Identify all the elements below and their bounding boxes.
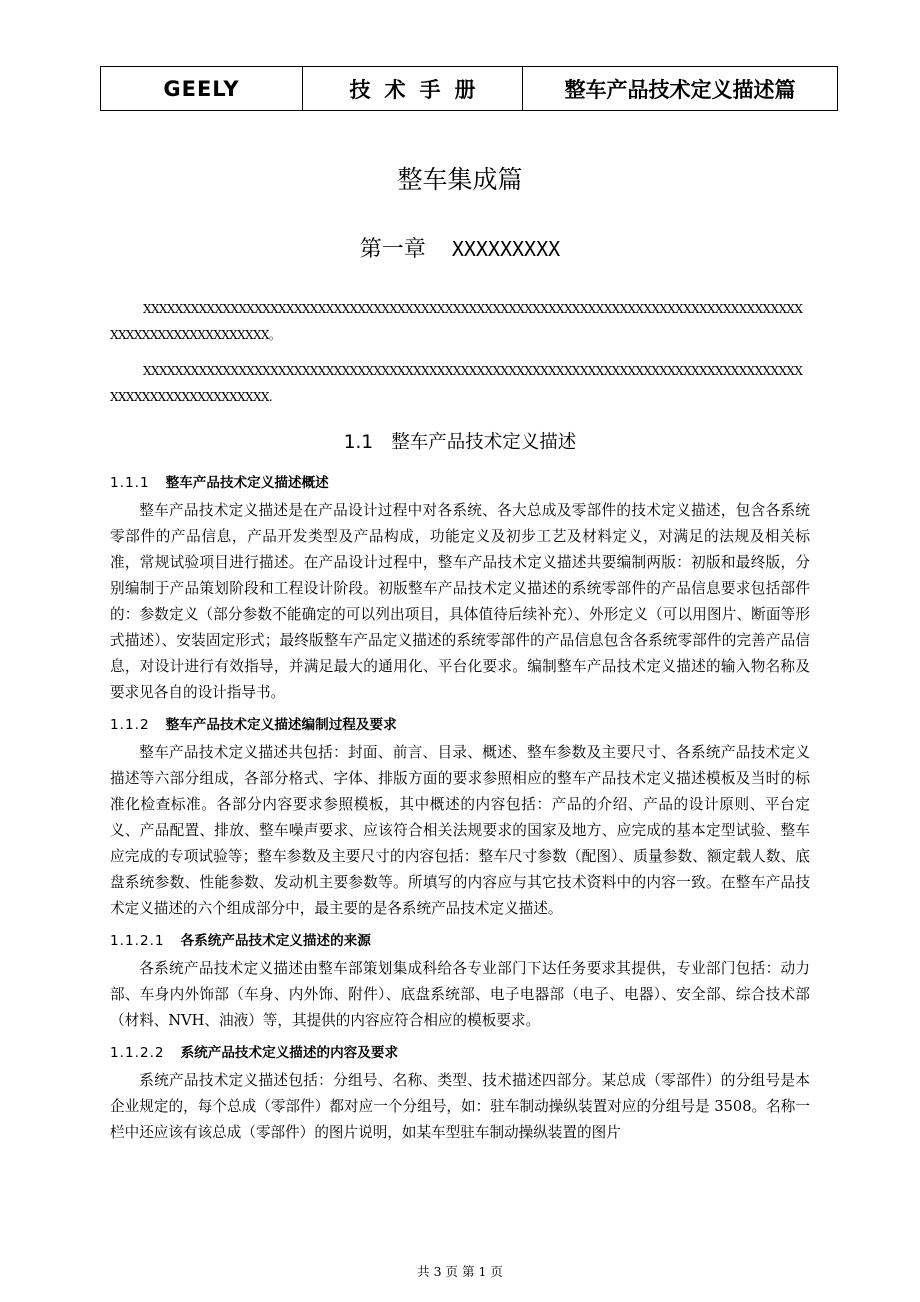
subsection-title: 系统产品技术定义描述的内容及要求 <box>180 1045 399 1061</box>
chapter-label: 第一章 <box>359 237 426 262</box>
subsection-number: 1.1.2.1 <box>110 933 165 949</box>
subsection-heading <box>110 714 810 736</box>
page-title: 整车集成篇 <box>397 165 523 194</box>
subsection-heading <box>110 472 810 494</box>
subsection-title: 各系统产品技术定义描述的来源 <box>180 933 371 949</box>
subsection-paragraph: 各系统产品技术定义描述由整车部策划集成科给各专业部门下达任务要求其提供，专业部门包括：动力部、车身内外饰部（车身、内外饰、附件）、底盘系统部、电子电器部（电子、电器）、安全部、综合技术部（材料、NVH、油液）等，其提供的内容应符合相应的模板要求。 <box>110 960 810 1029</box>
subsection-title: 整车产品技术定义描述概述 <box>165 475 329 491</box>
subsection-heading <box>110 1042 810 1064</box>
document-title: 整车产品技术定义描述篇 <box>523 67 838 111</box>
intro-paragraph: XXXXXXXXXXXXXXXXXXXXXXXXXXXXXXXXXXXXXXXXXXXXXXXXXXXXXXXXXXXXXXXXXXXXXXXXXXXXXXXXXXXXXXXXXXXXXXXXXXXXXXX。 <box>110 302 803 342</box>
chapter-heading <box>0 232 920 263</box>
subsection-paragraph: 整车产品技术定义描述共包括：封面、前言、目录、概述、整车参数及主要尺寸、各系统产品技术定义描述等六部分组成，各部分格式、字体、排版方面的要求参照相应的整车产品技术定义描述模板及当时的标准化检查标准。各部分内容要求参照模板，其中概述的内容包括：产品的介绍、产品的设计原则、平台定义、产品配置、排放、整车噪声要求、应该符合相关法规要求的国家及地方、应完成的基本定型试验、整车应完成的专项试验等；整车参数及主要尺寸的内容包括：整车尺寸参数（配图）、质量参数、额定载人数、底盘系统参数、性能参数、发动机主要参数等。所填写的内容应与其它技术资料中的内容一致。在整车产品技术定义描述的六个组成部分中，最主要的是各系统产品技术定义描述。 <box>110 744 810 917</box>
subsection-number: 1.1.1 <box>110 475 150 491</box>
subsection-paragraph: 整车产品技术定义描述是在产品设计过程中对各系统、各大总成及零部件的技术定义描述，包含各系统零部件的产品信息，产品开发类型及产品构成，功能定义及初步工艺及材料定义，对满足的法规及相关标准，常规试验项目进行描述。在产品设计过程中，整车产品技术定义描述共要编制两版：初版和最终版，分别编制于产品策划阶段和工程设计阶段。初版整车产品技术定义描述的系统零部件的产品信息要求包括部件的：参数定义（部分参数不能确定的可以列出项目，具体值待后续补充）、外形定义（可以用图片、断面等形式描述）、安装固定形式；最终版整车产品定义描述的系统零部件的产品信息包含各系统零部件的完善产品信息，对设计进行有效指导，并满足最大的通用化、平台化要求。编制整车产品技术定义描述的输入物名称及要求见各自的设计指导书。 <box>110 502 810 701</box>
section-number: 1.1 <box>343 432 374 453</box>
chapter-name: XXXXXXXXX <box>451 237 561 261</box>
page-footer: 共 3 页 第 1 页 <box>417 1264 503 1279</box>
brand-name: GEELY <box>101 67 303 111</box>
intro-paragraph: XXXXXXXXXXXXXXXXXXXXXXXXXXXXXXXXXXXXXXXXXXXXXXXXXXXXXXXXXXXXXXXXXXXXXXXXXXXXXXXXXXXXXXXXXXXXXXXXXXXXXXX. <box>110 364 803 404</box>
section-title: 整车产品技术定义描述 <box>391 432 577 453</box>
subsection-heading <box>110 930 810 952</box>
document-body <box>110 296 810 1146</box>
subsection-title: 整车产品技术定义描述编制过程及要求 <box>165 717 397 733</box>
subsection-number: 1.1.2 <box>110 717 150 733</box>
subsection-number: 1.1.2.2 <box>110 1045 165 1061</box>
manual-label: 技术手册 <box>303 67 523 111</box>
section-heading <box>110 428 810 458</box>
document-header <box>100 66 838 111</box>
subsection-paragraph: 系统产品技术定义描述包括：分组号、名称、类型、技术描述四部分。某总成（零部件）的分组号是本企业规定的，每个总成（零部件）都对应一个分组号，如：驻车制动操纵装置对应的分组号是 3508。名称一栏中还应该有该总成（零部件）的图片说明，如某车型驻车制动操纵装置的图片 <box>110 1072 810 1141</box>
